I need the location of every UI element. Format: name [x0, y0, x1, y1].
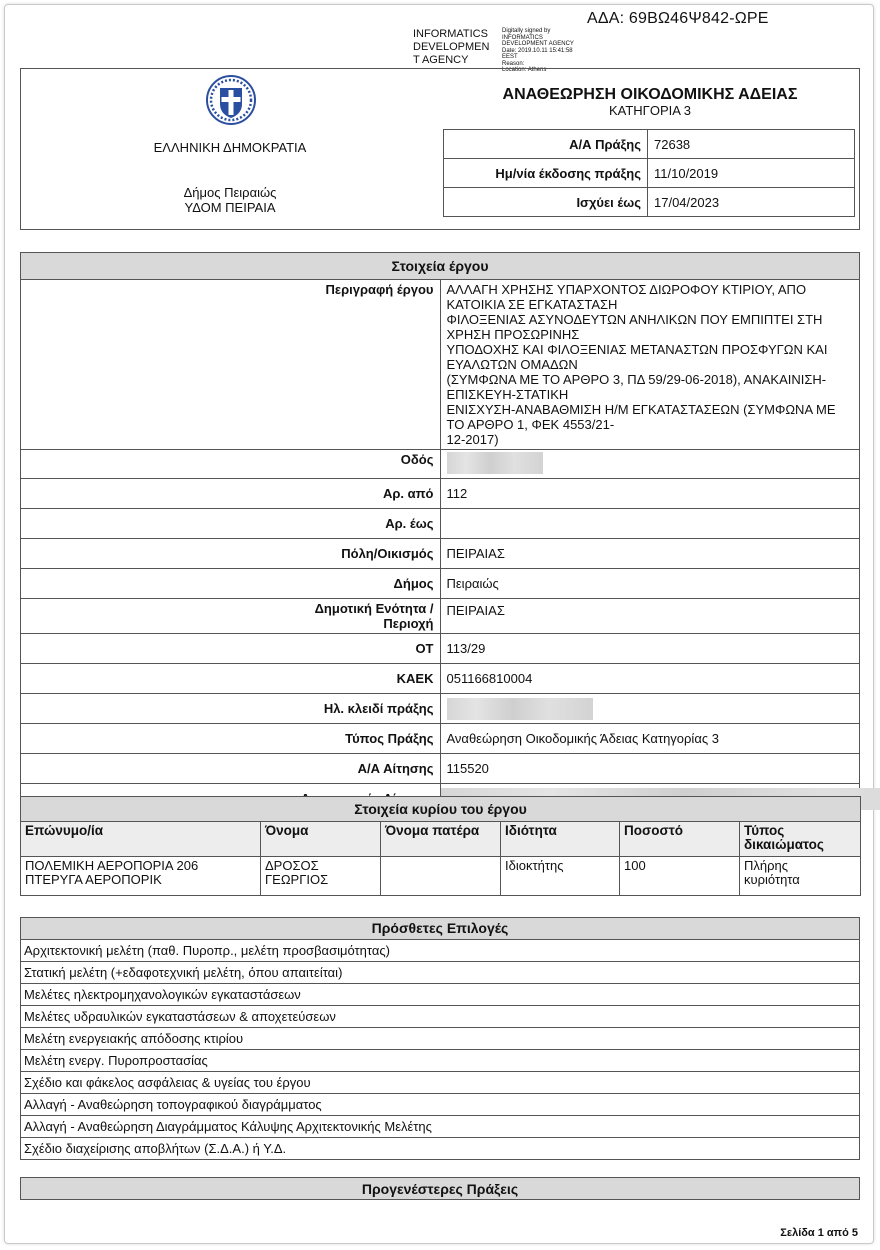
description-row — [21, 280, 860, 450]
option-item: Αλλαγή - Αναθεώρηση Διαγράμματος Κάλυψης Αρχιτεκτονικής Μελέτης — [21, 1116, 860, 1138]
column-header-father: Όνομα πατέρα — [381, 822, 501, 857]
municipality-label: Δήμος — [21, 569, 441, 599]
redacted-block — [447, 698, 593, 720]
owner-right-line: κυριότητα — [744, 872, 800, 887]
option-row — [21, 984, 860, 1006]
signature-detail-line: Date: 2019.10.11 15:41:58 — [502, 47, 573, 54]
owner-father — [381, 857, 501, 896]
city-label: Πόλη/Οικισμός — [21, 539, 441, 569]
section-header-row — [21, 1178, 860, 1200]
signature-detail-line: EEST — [502, 54, 518, 60]
owner-right-line: Πλήρης — [744, 858, 789, 873]
municipality-name: Δήμος Πειραιώς — [183, 185, 277, 200]
municipal-unit-row — [21, 599, 860, 634]
owner-name-line: ΔΡΟΣΟΣ — [265, 858, 319, 873]
owner-surname-line: ΠΟΛΕΜΙΚΗ ΑΕΡΟΠΟΡΙΑ 206 — [25, 858, 199, 873]
owner-percent: 100 — [620, 857, 740, 896]
owner-row — [21, 857, 861, 896]
greek-coat-of-arms-icon — [205, 74, 257, 126]
meta-row — [444, 188, 855, 217]
section-header-row — [21, 918, 860, 940]
street-value — [440, 450, 860, 479]
kaek-value: 051166810004 — [440, 664, 860, 694]
signature-org-line: DEVELOPMEN — [413, 41, 490, 53]
option-item: Αλλαγή - Αναθεώρηση τοπογραφικού διαγράμματος — [21, 1094, 860, 1116]
previous-acts-table — [20, 1177, 860, 1200]
signature-org-line: INFORMATICS — [413, 28, 488, 40]
option-row — [21, 1072, 860, 1094]
kaek-label: ΚΑΕΚ — [21, 664, 441, 694]
signature-detail-line: DEVELOPMENT AGENCY — [502, 41, 574, 47]
signature-detail-line: INFORMATICS — [502, 34, 543, 41]
meta-label: Ισχύει έως — [444, 188, 648, 217]
signature-organization — [413, 28, 499, 67]
owner-capacity: Ιδιοκτήτης — [501, 857, 620, 896]
meta-row — [444, 159, 855, 188]
option-row — [21, 1028, 860, 1050]
description-value — [440, 280, 860, 450]
meta-value: 11/10/2019 — [648, 159, 855, 188]
municipal-unit-label — [21, 599, 441, 634]
ada-number: ΑΔΑ: 69ΒΩ46Ψ842-ΩΡΕ — [587, 10, 769, 27]
ot-label: ΟΤ — [21, 634, 441, 664]
option-row — [21, 962, 860, 984]
column-header-line: δικαιώματος — [744, 837, 824, 852]
municipal-unit-label-line: Δημοτική Ενότητα / — [314, 601, 434, 616]
section-header-row — [21, 797, 861, 822]
owner-table — [20, 796, 861, 896]
option-row — [21, 940, 860, 962]
project-section-title: Στοιχεία έργου — [21, 253, 860, 280]
meta-label: Ημ/νία έκδοσης πράξης — [444, 159, 648, 188]
option-item: Σχέδιο διαχείρισης αποβλήτων (Σ.Δ.Α.) ή Υ.Δ. — [21, 1138, 860, 1160]
number-from-row — [21, 479, 860, 509]
description-line: ΦΙΛΟΞΕΝΙΑΣ ΑΣΥΝΟΔΕΥΤΩΝ ΑΝΗΛΙΚΩΝ ΠΟΥ ΕΜΠΙΠΤΕΙ ΣΤΗ ΧΡΗΣΗ ΠΡΟΣΩΡΙΝΗΣ — [446, 312, 823, 342]
description-line: 12-2017) — [446, 432, 499, 447]
description-line: (ΣΥΜΦΩΝΑ ΜΕ ΤΟ ΑΡΘΡΟ 3, ΠΔ 59/29-06-2018), ΑΝΑΚΑΙΝΙΣΗ-ΕΠΙΣΚΕΥΗ-ΣΤΑΤΙΚΗ — [446, 372, 827, 402]
document-category: ΚΑΤΗΓΟΡΙΑ 3 — [608, 103, 692, 118]
ot-row — [21, 634, 860, 664]
document-title: ΑΝΑΘΕΩΡΗΣΗ ΟΙΚΟΔΟΜΙΚΗΣ ΑΔΕΙΑΣ — [502, 86, 798, 103]
owner-surname — [21, 857, 261, 896]
option-row — [21, 1050, 860, 1072]
kaek-row — [21, 664, 860, 694]
meta-row — [444, 130, 855, 159]
option-row — [21, 1138, 860, 1160]
previous-section-title: Προγενέστερες Πράξεις — [21, 1178, 860, 1200]
request-number-row — [21, 754, 860, 784]
municipality-value: Πειραιώς — [440, 569, 860, 599]
meta-value: 17/04/2023 — [648, 188, 855, 217]
option-item: Μελέτες ηλεκτρομηχανολογικών εγκαταστάσεων — [21, 984, 860, 1006]
column-header-surname: Επώνυμο/ία — [21, 822, 261, 857]
act-type-label: Τύπος Πράξης — [21, 724, 441, 754]
municipal-unit-label-line: Περιοχή — [383, 616, 434, 631]
signature-detail-line: Reason: — [502, 60, 525, 67]
act-type-row — [21, 724, 860, 754]
owner-column-headers — [21, 822, 861, 857]
option-row — [21, 1116, 860, 1138]
act-type-value: Αναθεώρηση Οικοδομικής Άδειας Κατηγορίας 3 — [440, 724, 860, 754]
page-number: Σελίδα 1 από 5 — [780, 1227, 858, 1239]
street-label: Οδός — [21, 450, 441, 479]
number-from-value: 112 — [440, 479, 860, 509]
request-number-value: 115520 — [440, 754, 860, 784]
option-item: Μελέτη ενεργ. Πυροπροστασίας — [21, 1050, 860, 1072]
owner-name — [261, 857, 381, 896]
city-row — [21, 539, 860, 569]
signature-detail-line: Digitally signed by — [502, 28, 551, 34]
republic-label: ΕΛΛΗΝΙΚΗ ΔΗΜΟΚΡΑΤΙΑ — [153, 140, 307, 155]
redacted-block — [447, 452, 543, 474]
options-section-title: Πρόσθετες Επιλογές — [21, 918, 860, 940]
signature-details — [502, 28, 597, 74]
issuing-authority — [120, 185, 340, 215]
number-from-label: Αρ. από — [21, 479, 441, 509]
number-to-label: Αρ. έως — [21, 509, 441, 539]
option-row — [21, 1094, 860, 1116]
option-item: Μελέτη ενεργειακής απόδοσης κτιρίου — [21, 1028, 860, 1050]
owner-right-type — [740, 857, 861, 896]
signature-org-line: T AGENCY — [413, 54, 469, 66]
meta-value: 72638 — [648, 130, 855, 159]
column-header-name: Όνομα — [261, 822, 381, 857]
column-header-percent: Ποσοστό — [620, 822, 740, 857]
municipal-unit-value: ΠΕΙΡΑΙΑΣ — [440, 599, 860, 634]
number-to-row — [21, 509, 860, 539]
description-line: ΑΛΛΑΓΗ ΧΡΗΣΗΣ ΥΠΑΡΧΟΝΤΟΣ ΔΙΩΡΟΦΟΥ ΚΤΙΡΙΟΥ, ΑΠΟ ΚΑΤΟΙΚΙΑ ΣΕ ΕΓΚΑΤΑΣΤΑΣΗ — [446, 282, 807, 312]
column-header-line: Τύπος — [744, 823, 785, 838]
electronic-key-row — [21, 694, 860, 724]
owner-name-line: ΓΕΩΡΓΙΟΣ — [265, 872, 329, 887]
option-row — [21, 1006, 860, 1028]
municipality-row — [21, 569, 860, 599]
additional-options-table — [20, 917, 860, 1160]
owner-section-title: Στοιχεία κυρίου του έργου — [21, 797, 861, 822]
department-name: ΥΔΟΜ ΠΕΙΡΑΙΑ — [184, 200, 276, 215]
signature-detail-line: Location: Athens — [502, 67, 547, 73]
meta-label: Α/Α Πράξης — [444, 130, 648, 159]
project-details-table — [20, 252, 860, 814]
act-meta-table — [443, 129, 855, 217]
owner-surname-line: ΠΤΕΡΥΓΑ ΑΕΡΟΠΟΡΙΚ — [25, 872, 162, 887]
column-header-capacity: Ιδιότητα — [501, 822, 620, 857]
request-number-label: Α/Α Αίτησης — [21, 754, 441, 784]
section-header-row — [21, 253, 860, 280]
electronic-key-value — [440, 694, 860, 724]
description-line: ΥΠΟΔΟΧΗΣ ΚΑΙ ΦΙΛΟΞΕΝΙΑΣ ΜΕΤΑΝΑΣΤΩΝ ΠΡΟΣΦΥΓΩΝ ΚΑΙ ΕΥΑΛΩΤΩΝ ΟΜΑΔΩΝ — [446, 342, 828, 372]
description-line: ΕΝΙΣΧΥΣΗ-ΑΝΑΒΑΘΜΙΣΗ Η/Μ ΕΓΚΑΤΑΣΤΑΣΕΩΝ (ΣΥΜΦΩΝΑ ΜΕ ΤΟ ΑΡΘΡΟ 1, ΦΕΚ 4553/21- — [446, 402, 836, 432]
city-value: ΠΕΙΡΑΙΑΣ — [440, 539, 860, 569]
number-to-value — [440, 509, 860, 539]
option-item: Σχέδιο και φάκελος ασφάλειας & υγείας του έργου — [21, 1072, 860, 1094]
electronic-key-label: Ηλ. κλειδί πράξης — [21, 694, 441, 724]
option-item: Στατική μελέτη (+εδαφοτεχνική μελέτη, όπου απαιτείται) — [21, 962, 860, 984]
street-row — [21, 450, 860, 479]
option-item: Αρχιτεκτονική μελέτη (παθ. Πυροπρ., μελέτη προσβασιμότητας) — [21, 940, 860, 962]
ot-value: 113/29 — [440, 634, 860, 664]
option-item: Μελέτες υδραυλικών εγκαταστάσεων & αποχετεύσεων — [21, 1006, 860, 1028]
column-header-right-type — [740, 822, 861, 857]
description-label: Περιγραφή έργου — [21, 280, 441, 450]
